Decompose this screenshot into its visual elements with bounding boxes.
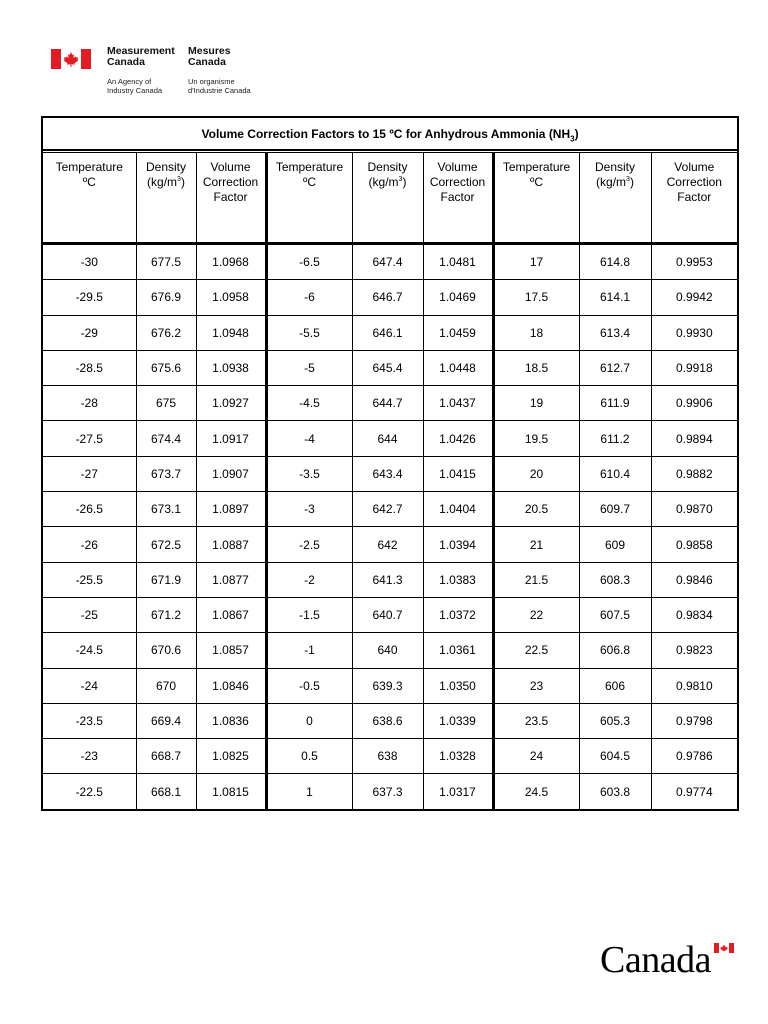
vcf-cell: 0.9774 bbox=[651, 774, 738, 810]
temperature-cell: 17.5 bbox=[493, 280, 579, 315]
temperature-cell: -25.5 bbox=[42, 562, 136, 597]
temperature-cell: -6 bbox=[266, 280, 352, 315]
header-temperature: Temperature ºC bbox=[493, 153, 579, 244]
temperature-cell: -0.5 bbox=[266, 668, 352, 703]
temperature-cell: -29.5 bbox=[42, 280, 136, 315]
density-cell: 644.7 bbox=[352, 386, 423, 421]
vcf-cell: 1.0459 bbox=[423, 315, 493, 350]
vcf-cell: 1.0437 bbox=[423, 386, 493, 421]
table-row bbox=[42, 244, 738, 280]
header-density: Density $(kg/m^3)$ bbox=[136, 153, 196, 244]
table-title: Volume Correction Factors to 15 ºC for Anhydrous Ammonia $(NH_3)$ bbox=[42, 117, 738, 150]
wordmark-text: Canada bbox=[600, 939, 711, 981]
temperature-cell: -27 bbox=[42, 456, 136, 491]
header-volume-correction-factor: Volume Correction Factor bbox=[196, 153, 266, 244]
vcf-cell: 0.9894 bbox=[651, 421, 738, 456]
temperature-cell: -30 bbox=[42, 244, 136, 280]
temperature-cell: -4 bbox=[266, 421, 352, 456]
density-cell: 672.5 bbox=[136, 527, 196, 562]
temperature-cell: 18 bbox=[493, 315, 579, 350]
vcf-cell: 1.0469 bbox=[423, 280, 493, 315]
vcf-cell: 1.0481 bbox=[423, 244, 493, 280]
density-cell: 640.7 bbox=[352, 597, 423, 632]
temperature-cell: -5.5 bbox=[266, 315, 352, 350]
temperature-cell: -28.5 bbox=[42, 350, 136, 385]
density-cell: 608.3 bbox=[579, 562, 651, 597]
vcf-cell: 1.0339 bbox=[423, 703, 493, 738]
vcf-cell: 1.0857 bbox=[196, 633, 266, 668]
density-cell: 612.7 bbox=[579, 350, 651, 385]
density-cell: 675 bbox=[136, 386, 196, 421]
vcf-cell: 1.0887 bbox=[196, 527, 266, 562]
temperature-cell: 24.5 bbox=[493, 774, 579, 810]
vcf-cell: 1.0867 bbox=[196, 597, 266, 632]
vcf-cell: 1.0350 bbox=[423, 668, 493, 703]
temperature-cell: -29 bbox=[42, 315, 136, 350]
temperature-cell: -26.5 bbox=[42, 492, 136, 527]
vcf-cell: 1.0415 bbox=[423, 456, 493, 491]
temperature-cell: -1 bbox=[266, 633, 352, 668]
density-cell: 609 bbox=[579, 527, 651, 562]
header-volume-correction-factor: Volume Correction Factor bbox=[651, 153, 738, 244]
temperature-cell: 19 bbox=[493, 386, 579, 421]
vcf-cell: 0.9786 bbox=[651, 739, 738, 774]
temperature-cell: -23.5 bbox=[42, 703, 136, 738]
vcf-cell: 0.9834 bbox=[651, 597, 738, 632]
table-row bbox=[42, 668, 738, 703]
vcf-cell: 1.0372 bbox=[423, 597, 493, 632]
header-volume-correction-factor: Volume Correction Factor bbox=[423, 153, 493, 244]
correction-table bbox=[41, 116, 739, 811]
density-cell: 670 bbox=[136, 668, 196, 703]
canada-wordmark bbox=[600, 940, 736, 980]
canada-flag-icon bbox=[51, 49, 91, 69]
temperature-cell: -4.5 bbox=[266, 386, 352, 421]
density-cell: 641.3 bbox=[352, 562, 423, 597]
density-cell: 606.8 bbox=[579, 633, 651, 668]
vcf-cell: 0.9906 bbox=[651, 386, 738, 421]
density-cell: 674.4 bbox=[136, 421, 196, 456]
temperature-cell: 20.5 bbox=[493, 492, 579, 527]
density-cell: 645.4 bbox=[352, 350, 423, 385]
temperature-cell: -28 bbox=[42, 386, 136, 421]
vcf-cell: 1.0836 bbox=[196, 703, 266, 738]
density-cell: 670.6 bbox=[136, 633, 196, 668]
density-cell: 609.7 bbox=[579, 492, 651, 527]
table-row bbox=[42, 562, 738, 597]
density-cell: 637.3 bbox=[352, 774, 423, 810]
density-cell: 611.9 bbox=[579, 386, 651, 421]
density-cell: 676.2 bbox=[136, 315, 196, 350]
org-name-en: Measurement Canada bbox=[107, 45, 175, 68]
header-density: Density $(kg/m^3)$ bbox=[352, 153, 423, 244]
temperature-cell: -23 bbox=[42, 739, 136, 774]
density-cell: 640 bbox=[352, 633, 423, 668]
vcf-cell: 0.9810 bbox=[651, 668, 738, 703]
vcf-cell: 1.0426 bbox=[423, 421, 493, 456]
vcf-cell: 1.0927 bbox=[196, 386, 266, 421]
agency-en: An Agency of Industry Canada bbox=[107, 77, 163, 95]
density-cell: 606 bbox=[579, 668, 651, 703]
vcf-cell: 1.0815 bbox=[196, 774, 266, 810]
temperature-cell: -26 bbox=[42, 527, 136, 562]
vcf-cell: 0.9823 bbox=[651, 633, 738, 668]
header bbox=[51, 46, 291, 98]
table-row bbox=[42, 739, 738, 774]
temperature-cell: -22.5 bbox=[42, 774, 136, 810]
vcf-cell: 0.9942 bbox=[651, 280, 738, 315]
vcf-cell: 1.0846 bbox=[196, 668, 266, 703]
temperature-cell: -2.5 bbox=[266, 527, 352, 562]
density-cell: 646.7 bbox=[352, 280, 423, 315]
temperature-cell: 1 bbox=[266, 774, 352, 810]
density-cell: 668.1 bbox=[136, 774, 196, 810]
vcf-cell: 0.9798 bbox=[651, 703, 738, 738]
vcf-cell: 0.9882 bbox=[651, 456, 738, 491]
density-cell: 673.1 bbox=[136, 492, 196, 527]
vcf-cell: 1.0383 bbox=[423, 562, 493, 597]
table-row bbox=[42, 774, 738, 810]
temperature-cell: 21 bbox=[493, 527, 579, 562]
temperature-cell: 18.5 bbox=[493, 350, 579, 385]
header-density: Density $(kg/m^3)$ bbox=[579, 153, 651, 244]
table-row bbox=[42, 315, 738, 350]
table-row bbox=[42, 597, 738, 632]
header-temperature: Temperature ºC bbox=[42, 153, 136, 244]
density-cell: 673.7 bbox=[136, 456, 196, 491]
table-row bbox=[42, 703, 738, 738]
vcf-cell: 0.9918 bbox=[651, 350, 738, 385]
header-temperature: Temperature ºC bbox=[266, 153, 352, 244]
density-cell: 642.7 bbox=[352, 492, 423, 527]
temperature-cell: 22.5 bbox=[493, 633, 579, 668]
temperature-cell: -6.5 bbox=[266, 244, 352, 280]
table-row bbox=[42, 527, 738, 562]
density-cell: 676.9 bbox=[136, 280, 196, 315]
density-cell: 671.9 bbox=[136, 562, 196, 597]
table-row bbox=[42, 386, 738, 421]
vcf-cell: 1.0938 bbox=[196, 350, 266, 385]
temperature-cell: 0.5 bbox=[266, 739, 352, 774]
vcf-cell: 0.9846 bbox=[651, 562, 738, 597]
vcf-cell: 0.9870 bbox=[651, 492, 738, 527]
column-header-row bbox=[42, 153, 738, 244]
temperature-cell: 23 bbox=[493, 668, 579, 703]
density-cell: 642 bbox=[352, 527, 423, 562]
vcf-cell: 1.0448 bbox=[423, 350, 493, 385]
density-cell: 605.3 bbox=[579, 703, 651, 738]
density-cell: 607.5 bbox=[579, 597, 651, 632]
density-cell: 675.6 bbox=[136, 350, 196, 385]
vcf-cell: 0.9930 bbox=[651, 315, 738, 350]
density-cell: 610.4 bbox=[579, 456, 651, 491]
table-body bbox=[42, 244, 738, 810]
vcf-cell: 0.9858 bbox=[651, 527, 738, 562]
canada-wordmark-flag-icon bbox=[714, 943, 734, 953]
density-cell: 647.4 bbox=[352, 244, 423, 280]
vcf-cell: 0.9953 bbox=[651, 244, 738, 280]
table-row bbox=[42, 456, 738, 491]
vcf-cell: 1.0328 bbox=[423, 739, 493, 774]
vcf-cell: 1.0948 bbox=[196, 315, 266, 350]
temperature-cell: -1.5 bbox=[266, 597, 352, 632]
correction-table-container bbox=[41, 116, 737, 811]
agency-fr: Un organisme d'Industrie Canada bbox=[188, 77, 251, 95]
temperature-cell: -25 bbox=[42, 597, 136, 632]
vcf-cell: 1.0877 bbox=[196, 562, 266, 597]
table-row bbox=[42, 633, 738, 668]
vcf-cell: 1.0968 bbox=[196, 244, 266, 280]
temperature-cell: -2 bbox=[266, 562, 352, 597]
temperature-cell: -3.5 bbox=[266, 456, 352, 491]
density-cell: 643.4 bbox=[352, 456, 423, 491]
temperature-cell: 19.5 bbox=[493, 421, 579, 456]
density-cell: 677.5 bbox=[136, 244, 196, 280]
vcf-cell: 1.0907 bbox=[196, 456, 266, 491]
table-row bbox=[42, 280, 738, 315]
vcf-cell: 1.0404 bbox=[423, 492, 493, 527]
density-cell: 668.7 bbox=[136, 739, 196, 774]
vcf-cell: 1.0917 bbox=[196, 421, 266, 456]
density-cell: 613.4 bbox=[579, 315, 651, 350]
table-row bbox=[42, 421, 738, 456]
org-name-fr: Mesures Canada bbox=[188, 45, 231, 68]
density-cell: 669.4 bbox=[136, 703, 196, 738]
density-cell: 614.8 bbox=[579, 244, 651, 280]
density-cell: 604.5 bbox=[579, 739, 651, 774]
temperature-cell: 24 bbox=[493, 739, 579, 774]
density-cell: 603.8 bbox=[579, 774, 651, 810]
vcf-cell: 1.0361 bbox=[423, 633, 493, 668]
vcf-cell: 1.0317 bbox=[423, 774, 493, 810]
temperature-cell: -5 bbox=[266, 350, 352, 385]
temperature-cell: 0 bbox=[266, 703, 352, 738]
vcf-cell: 1.0958 bbox=[196, 280, 266, 315]
temperature-cell: -3 bbox=[266, 492, 352, 527]
density-cell: 639.3 bbox=[352, 668, 423, 703]
density-cell: 644 bbox=[352, 421, 423, 456]
table-row bbox=[42, 350, 738, 385]
density-cell: 638.6 bbox=[352, 703, 423, 738]
density-cell: 638 bbox=[352, 739, 423, 774]
vcf-cell: 1.0394 bbox=[423, 527, 493, 562]
temperature-cell: 20 bbox=[493, 456, 579, 491]
density-cell: 614.1 bbox=[579, 280, 651, 315]
vcf-cell: 1.0825 bbox=[196, 739, 266, 774]
density-cell: 671.2 bbox=[136, 597, 196, 632]
temperature-cell: -27.5 bbox=[42, 421, 136, 456]
temperature-cell: 21.5 bbox=[493, 562, 579, 597]
temperature-cell: 22 bbox=[493, 597, 579, 632]
density-cell: 646.1 bbox=[352, 315, 423, 350]
vcf-cell: 1.0897 bbox=[196, 492, 266, 527]
temperature-cell: 23.5 bbox=[493, 703, 579, 738]
temperature-cell: -24 bbox=[42, 668, 136, 703]
temperature-cell: -24.5 bbox=[42, 633, 136, 668]
density-cell: 611.2 bbox=[579, 421, 651, 456]
temperature-cell: 17 bbox=[493, 244, 579, 280]
table-row bbox=[42, 492, 738, 527]
